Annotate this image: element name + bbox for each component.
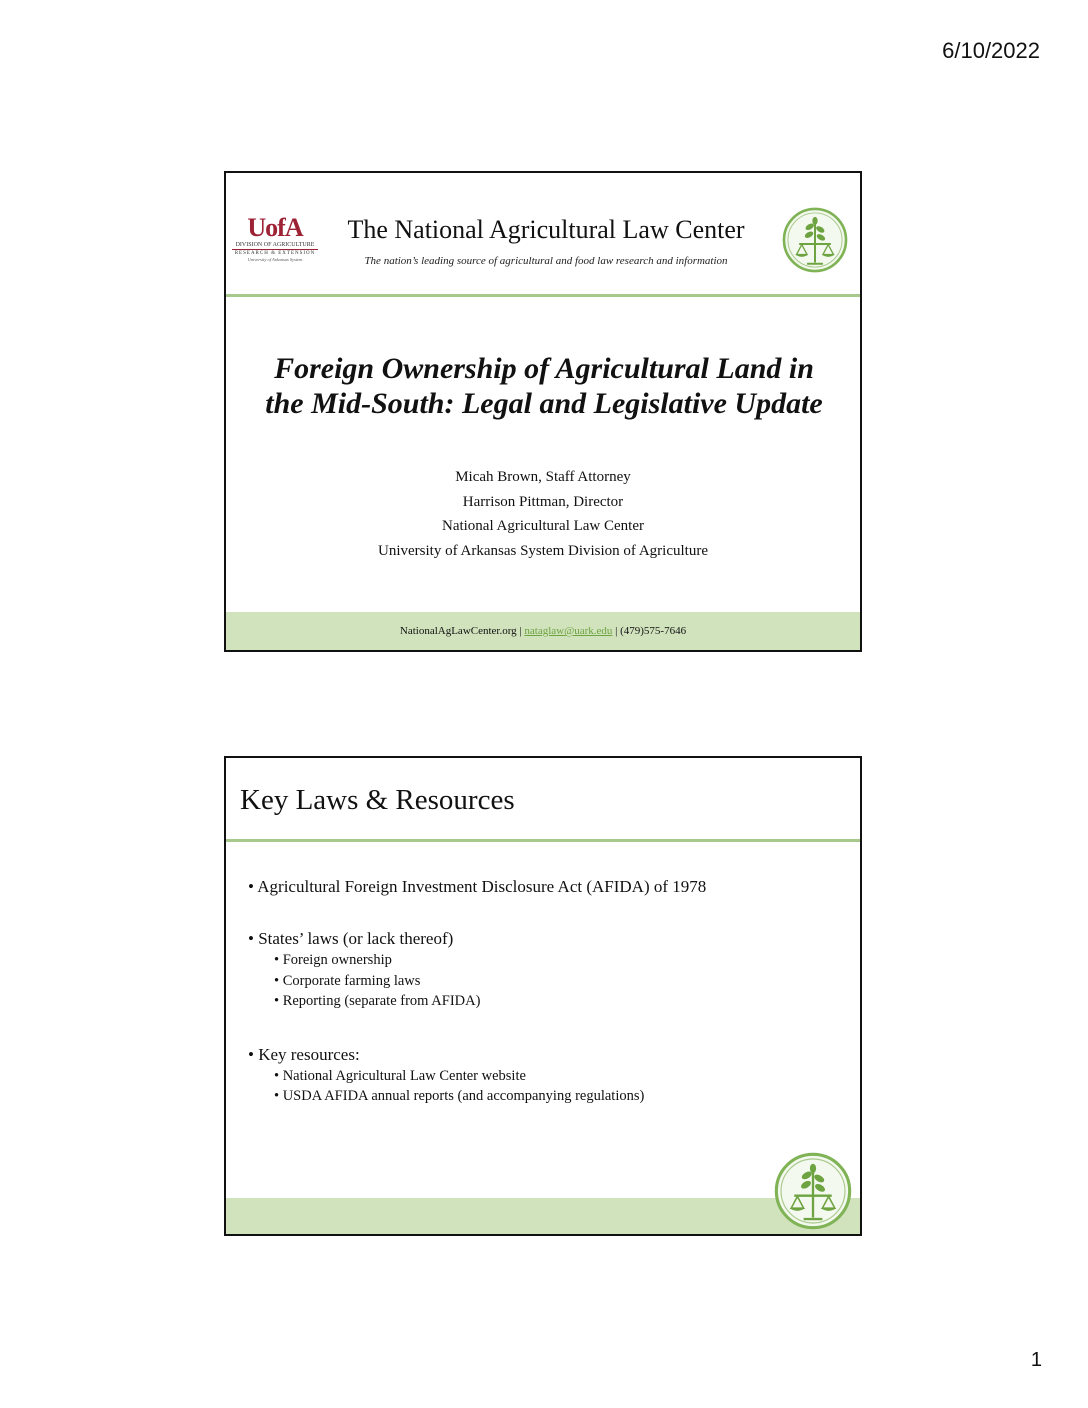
page-number: 1 — [1030, 1349, 1042, 1371]
phone-text: (479)575-7646 — [620, 625, 687, 637]
scales-seal-icon — [782, 207, 848, 273]
header-tagline: The nation’s leading source of agricultural and food law research and information — [364, 255, 728, 267]
slide-title: Key Laws & Resources — [240, 784, 515, 816]
contact-footer — [226, 612, 860, 650]
header-title: The National Agricultural Law Center — [347, 215, 745, 244]
presentation-title — [242, 351, 846, 421]
bullet-list — [248, 876, 838, 1107]
presenter-line: Harrison Pittman, Director — [462, 493, 624, 510]
slide-key-laws — [224, 756, 862, 1236]
presenter-line: National Agricultural Law Center — [441, 518, 645, 534]
presentation-title-line-1: Foreign Ownership of Agricultural Land in — [274, 352, 814, 385]
website-text: NationalAgLawCenter.org — [399, 625, 517, 637]
sub-bullet: • Corporate farming laws — [274, 971, 838, 992]
sub-bullet: • USDA AFIDA annual reports (and accompanying regulations) — [274, 1086, 838, 1107]
sub-bullet: • National Agricultural Law Center website — [274, 1066, 838, 1087]
bullet-key-resources: • Key resources: — [248, 1044, 838, 1066]
page-date: 6/10/2022 — [942, 38, 1040, 63]
slide-footer-band — [226, 1198, 860, 1234]
footer-separator: | — [516, 625, 525, 637]
title-divider — [226, 839, 860, 842]
slide-title — [224, 171, 862, 652]
bullet-states-laws: • States’ laws (or lack thereof) — [248, 928, 838, 950]
email-link[interactable]: nataglaw@uark.edu — [524, 625, 613, 637]
presentation-title-line-2: the Mid-South: Legal and Legislative Update — [265, 387, 823, 420]
scales-seal-icon — [774, 1152, 852, 1230]
bullet-afida: • Agricultural Foreign Investment Disclosure Act (AFIDA) of 1978 — [248, 876, 838, 898]
presenter-list — [226, 465, 860, 563]
logo-mark: UofA — [247, 213, 303, 242]
sub-bullet: • Reporting (separate from AFIDA) — [274, 991, 838, 1012]
logo-line-research: RESEARCH & EXTENSION — [234, 251, 316, 256]
sub-bullet: • Foreign ownership — [274, 950, 838, 971]
logo-line-division: DIVISION OF AGRICULTURE — [232, 241, 318, 250]
logo-line-system: University of Arkansas System — [247, 257, 303, 262]
slide-header — [226, 173, 860, 297]
presenter-line: University of Arkansas System Division of Agriculture — [378, 542, 708, 559]
header-divider — [226, 294, 860, 297]
university-of-arkansas-logo — [232, 215, 318, 263]
footer-separator: | — [612, 625, 621, 637]
presenter-line: Micah Brown, Staff Attorney — [455, 469, 631, 485]
